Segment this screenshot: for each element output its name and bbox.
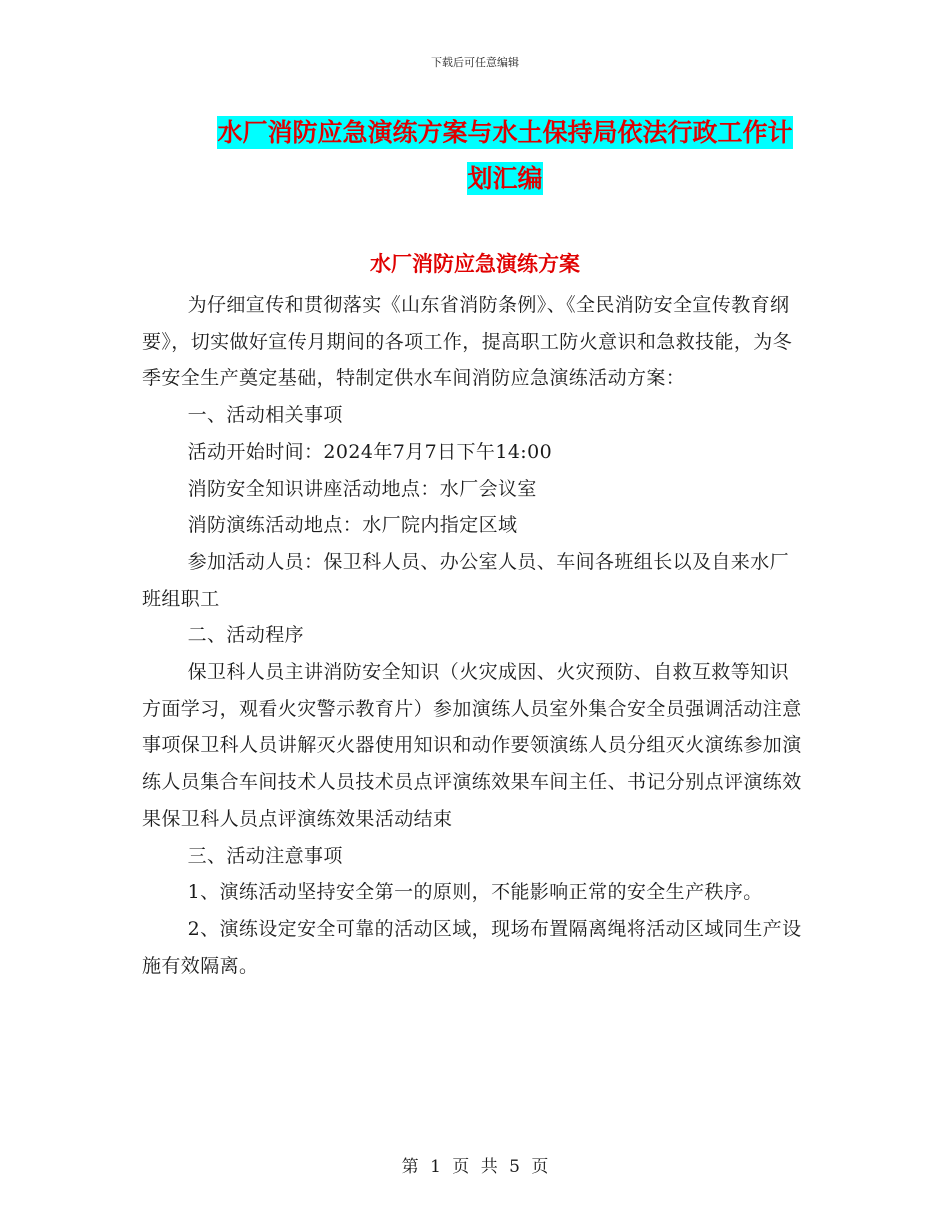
header-note: 下载后可任意编辑 — [431, 56, 519, 69]
page-footer: 第 1 页 共 5 页 — [401, 1157, 549, 1177]
intro-paragraph: 为仔细宣传和贯彻落实《山东省消防条例》、《全民消防安全宣传教育纲要》，切实做好宣传月期间的各项工作，提高职工防火意识和急救技能，为冬季安全生产奠定基础，特制定供水车间消防应急演练活动方案： — [142, 294, 793, 390]
document-body — [142, 287, 802, 984]
lecture-location: 消防安全知识讲座活动地点：水厂会议室 — [187, 477, 537, 500]
precaution-2: 2、演练设定安全可靠的活动区域，现场布置隔离绳将活动区域同生产设施有效隔离。 — [142, 917, 802, 977]
document-title — [185, 110, 825, 202]
title-line-2: 划汇编 — [467, 164, 543, 193]
heading-precautions: 三、活动注意事项 — [187, 844, 343, 867]
participants: 参加活动人员：保卫科人员、办公室人员、车间各班组长以及自来水厂班组职工 — [142, 550, 789, 610]
title-line-1: 水厂消防应急演练方案与水土保持局依法行政工作计 — [217, 118, 793, 147]
section-title: 水厂消防应急演练方案 — [370, 251, 580, 276]
heading-activity-procedure: 二、活动程序 — [187, 624, 304, 647]
activity-start-time: 活动开始时间：2024年7月7日下午14:00 — [187, 440, 553, 463]
procedure-paragraph: 保卫科人员主讲消防安全知识（火灾成因、火灾预防、自救互救等知识方面学习，观看火灾警示教育片）参加演练人员室外集合安全员强调活动注意事项保卫科人员讲解灭火器使用知识和动作要领演练人员分组灭火演练参加演练人员集合车间技术人员技术员点评演练效果车间主任、书记分别点评演练效果保卫科人员点评演练效果活动结束 — [142, 661, 802, 830]
precaution-1: 1、演练活动坚持安全第一的原则，不能影响正常的安全生产秩序。 — [187, 881, 763, 904]
drill-location: 消防演练活动地点：水厂院内指定区域 — [187, 514, 518, 537]
heading-activity-items: 一、活动相关事项 — [187, 404, 343, 427]
